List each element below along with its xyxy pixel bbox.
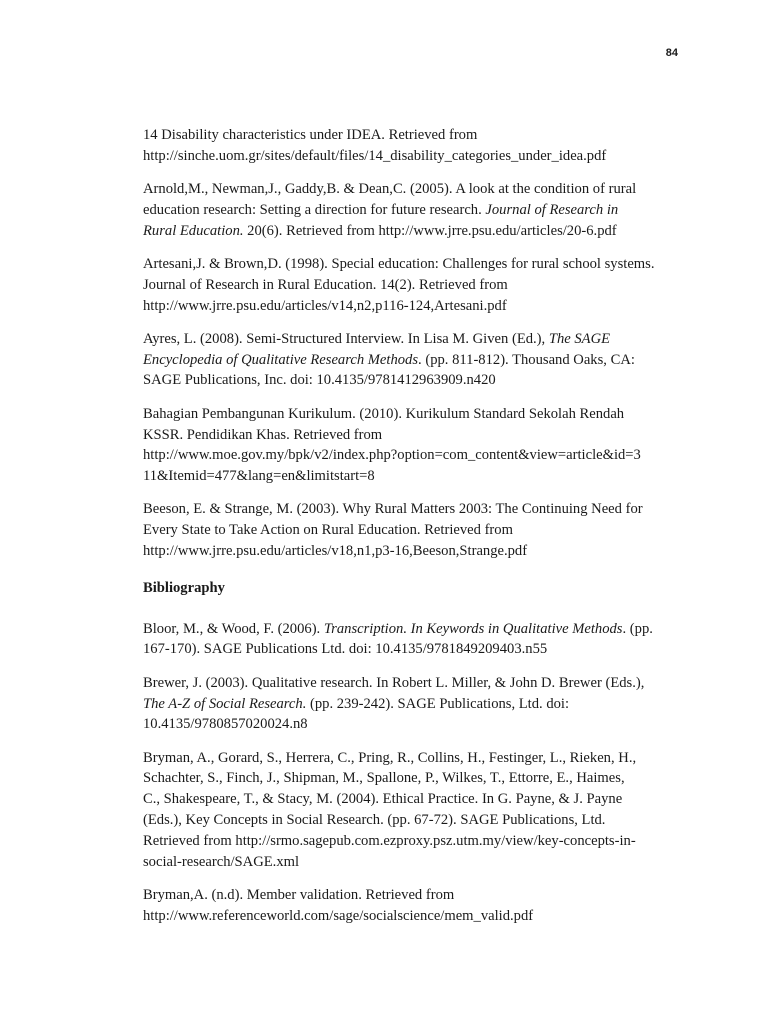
- reference-line: 167-170). SAGE Publications Ltd. doi: 10.4135/9781849209403.n55: [143, 641, 548, 658]
- reference-line: Encyclopedia of Qualitative Research Methods. (pp. 811-812). Thousand Oaks, CA:: [143, 351, 635, 368]
- reference-line: Bloor, M., & Wood, F. (2006). Transcription. In Keywords in Qualitative Methods. (pp.: [143, 620, 653, 637]
- reference-line: education research: Setting a direction for future research. Journal of Research in: [143, 201, 619, 218]
- reference-entry: [143, 329, 683, 391]
- reference-entry: [143, 404, 683, 487]
- bibliography-entry: [143, 748, 683, 873]
- reference-entry: [143, 125, 683, 167]
- page-number: 84: [665, 47, 678, 59]
- reference-line: Brewer, J. (2003). Qualitative research. In Robert L. Miller, & John D. Brewer (Eds.),: [143, 674, 645, 691]
- reference-line: Rural Education. 20(6). Retrieved from http://www.jrre.psu.edu/articles/20-6.pdf: [143, 222, 617, 239]
- reference-line: Journal of Research in Rural Education. 14(2). Retrieved from: [143, 276, 508, 293]
- italic-title: The SAGE: [548, 330, 611, 347]
- italic-title: The A-Z of Social Research.: [143, 695, 307, 712]
- bibliography-entry: [143, 885, 683, 927]
- reference-line: http://www.referenceworld.com/sage/socialscience/mem_valid.pdf: [143, 907, 534, 924]
- reference-line: Schachter, S., Finch, J., Shipman, M., Spallone, P., Wilkes, T., Ettorre, E., Haimes,: [143, 770, 625, 787]
- reference-line: http://sinche.uom.gr/sites/default/files/14_disability_categories_under_idea.pdf: [143, 147, 607, 164]
- bibliography-entry: [143, 673, 683, 735]
- reference-line: Beeson, E. & Strange, M. (2003). Why Rural Matters 2003: The Continuing Need for: [143, 501, 643, 518]
- reference-line: Ayres, L. (2008). Semi-Structured Interview. In Lisa M. Given (Ed.), The SAGE: [143, 330, 611, 347]
- italic-title: Encyclopedia of Qualitative Research Methods: [143, 351, 419, 368]
- reference-line: http://www.moe.gov.my/bpk/v2/index.php?option=com_content&view=article&id=3: [143, 447, 641, 464]
- bibliography-entry: [143, 619, 683, 661]
- reference-line: Artesani,J. & Brown,D. (1998). Special education: Challenges for rural school systems.: [143, 255, 655, 272]
- reference-line: 11&Itemid=477&lang=en&limitstart=8: [143, 468, 375, 485]
- italic-title: Rural Education.: [143, 222, 244, 239]
- reference-line: social-research/SAGE.xml: [143, 853, 300, 870]
- reference-line: Bryman, A., Gorard, S., Herrera, C., Pring, R., Collins, H., Festinger, L., Rieken, H.,: [143, 749, 637, 766]
- reference-line: Arnold,M., Newman,J., Gaddy,B. & Dean,C. (2005). A look at the condition of rural: [143, 181, 637, 198]
- reference-line: 14 Disability characteristics under IDEA. Retrieved from: [143, 127, 478, 143]
- bibliography-heading: Bibliography: [143, 579, 225, 596]
- reference-entry: [143, 499, 683, 561]
- reference-line: http://www.jrre.psu.edu/articles/v18,n1,p3-16,Beeson,Strange.pdf: [143, 543, 528, 560]
- reference-line: The A-Z of Social Research. (pp. 239-242). SAGE Publications, Ltd. doi:: [143, 695, 570, 712]
- reference-line: http://www.jrre.psu.edu/articles/v14,n2,p116-124,Artesani.pdf: [143, 297, 507, 314]
- italic-title: Transcription. In Keywords in Qualitative Methods: [323, 620, 623, 637]
- references-section: [143, 125, 683, 562]
- reference-line: Bahagian Pembangunan Kurikulum. (2010). Kurikulum Standard Sekolah Rendah: [143, 405, 625, 422]
- reference-line: KSSR. Pendidikan Khas. Retrieved from: [143, 426, 383, 443]
- reference-line: Every State to Take Action on Rural Education. Retrieved from: [143, 522, 513, 539]
- reference-line: (Eds.), Key Concepts in Social Research. (pp. 67-72). SAGE Publications, Ltd.: [143, 812, 606, 829]
- reference-line: Bryman,A. (n.d). Member validation. Retrieved from: [143, 886, 455, 903]
- reference-list: [143, 125, 683, 939]
- reference-line: 10.4135/9780857020024.n8: [143, 716, 308, 733]
- reference-line: SAGE Publications, Inc. doi: 10.4135/9781412963909.n420: [143, 372, 496, 389]
- reference-line: C., Shakespeare, T., & Stacy, M. (2004). Ethical Practice. In G. Payne, & J. Payne: [143, 791, 623, 808]
- reference-line: Retrieved from http://srmo.sagepub.com.ezproxy.psz.utm.my/view/key-concepts-in-: [143, 832, 636, 849]
- bibliography-section: [143, 619, 683, 927]
- italic-title: Journal of Research in: [485, 201, 619, 218]
- reference-entry: [143, 179, 683, 241]
- reference-entry: [143, 254, 683, 316]
